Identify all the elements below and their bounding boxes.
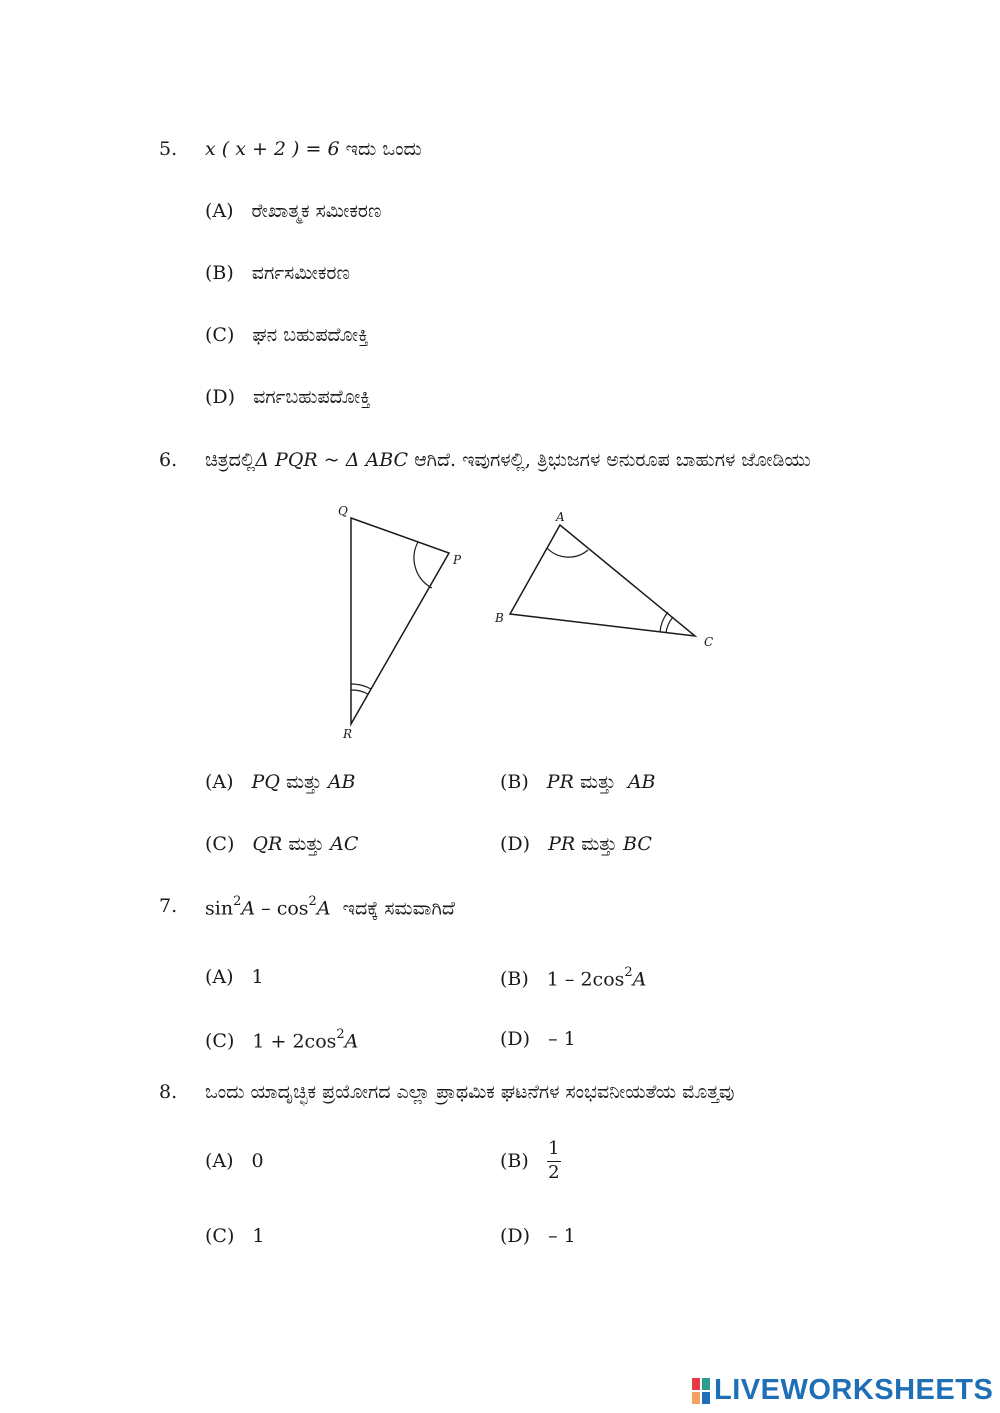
option-7b[interactable]	[500, 965, 647, 991]
stem-minus: –	[261, 897, 271, 920]
option-label: (D)	[500, 1225, 531, 1247]
option-text: ವರ್ಗಸಮೀಕರಣ	[251, 262, 350, 284]
label-r: R	[343, 727, 353, 741]
option-8b[interactable]	[500, 1140, 561, 1183]
logo-square-2	[702, 1378, 710, 1390]
angle-a-arc	[547, 548, 588, 557]
option-8d[interactable]	[500, 1227, 576, 1246]
side-left: PQ	[251, 771, 280, 793]
option-7d[interactable]	[500, 1030, 576, 1049]
option-text: 0	[251, 1150, 264, 1172]
connector: ಮತ್ತು	[581, 833, 617, 855]
connector: ಮತ್ತು	[579, 771, 616, 793]
logo-square-3	[692, 1392, 700, 1404]
stem-text: ಇದಕ್ಕೆ ಸಮವಾಗಿದೆ	[342, 897, 455, 920]
option-label: (A)	[205, 1150, 234, 1172]
logo-square-4	[702, 1392, 710, 1404]
triangle-abc	[510, 525, 695, 636]
option-exp: 2	[336, 1027, 345, 1042]
stem-var: A	[316, 897, 331, 920]
option-6a[interactable]	[205, 773, 356, 792]
stem-sin: sin	[205, 897, 234, 920]
side-right: BC	[623, 833, 652, 855]
option-7a[interactable]	[205, 968, 264, 987]
liveworksheets-logo[interactable]	[692, 1374, 993, 1407]
fraction-denominator: 2	[548, 1161, 560, 1183]
angle-p-arc	[414, 542, 432, 588]
option-text: 1	[251, 966, 264, 988]
stem-suffix: ಆಗಿದೆ. ಇವುಗಳಲ್ಲಿ, ತ್ರಿಭುಜಗಳ ಅನುರೂಪ ಬಾಹುಗಳ ಜೋಡಿಯು	[414, 449, 811, 471]
question-stem	[205, 894, 455, 920]
angle-c-arc-inner	[666, 617, 673, 633]
option-6c[interactable]	[205, 835, 358, 854]
option-label: (B)	[500, 771, 529, 793]
stem-prefix: ಚಿತ್ರದಲ್ಲಿ	[205, 449, 256, 471]
option-label: (C)	[205, 1030, 235, 1053]
side-right: AB	[327, 771, 356, 793]
logo-square-1	[692, 1378, 700, 1390]
option-label: (B)	[500, 1149, 529, 1172]
question-number: 6.	[159, 449, 178, 471]
stem-text: ಇದು ಒಂದು	[345, 138, 422, 160]
option-label: (A)	[205, 200, 234, 222]
side-right: AC	[330, 833, 359, 855]
option-label: (D)	[500, 833, 531, 855]
option-label: (C)	[205, 833, 235, 855]
option-label: (C)	[205, 324, 235, 346]
label-p: P	[453, 553, 462, 567]
option-label: (B)	[500, 968, 529, 991]
option-label: (B)	[205, 262, 234, 284]
label-b: B	[495, 611, 504, 625]
question-stem: ಒಂದು ಯಾದೃಚ್ಛಿಕ ಪ್ರಯೋಗದ ಎಲ್ಲಾ ಪ್ರಾಥಮಿಕ ಘಟನೆಗಳ ಸಂಭವನೀಯತೆಯ ಮೊತ್ತವು	[205, 1081, 735, 1103]
option-text: – 1	[548, 1028, 576, 1050]
side-left: QR	[252, 833, 283, 855]
option-var: A	[344, 1030, 359, 1053]
option-text: ಘನ ಬಹುಪದೋಕ್ತಿ	[252, 324, 369, 346]
option-text: ರೇಖಾತ್ಮಕ ಸಮೀಕರಣ	[251, 200, 382, 222]
option-text: – 1	[548, 1225, 576, 1247]
option-var: A	[632, 968, 647, 991]
option-text: ವರ್ಗಬಹುಪದೋಕ್ತಿ	[253, 386, 371, 408]
stem-var: A	[241, 897, 256, 920]
stem-exp: 2	[233, 894, 242, 909]
option-text: 1	[252, 1225, 265, 1247]
logo-text: LIVEWORKSHEETS	[714, 1374, 994, 1406]
question-number: 7.	[159, 895, 178, 917]
option-6b[interactable]	[500, 773, 656, 792]
option-8c[interactable]	[205, 1227, 264, 1246]
option-expr: 1 + 2cos	[252, 1030, 337, 1053]
side-left: PR	[546, 771, 574, 793]
option-label: (D)	[500, 1028, 531, 1050]
option-exp: 2	[624, 965, 633, 980]
stem-math: x ( x + 2 ) = 6	[205, 138, 340, 160]
option-7c[interactable]	[205, 1027, 359, 1053]
option-6d[interactable]	[500, 835, 652, 854]
option-label: (A)	[205, 966, 234, 988]
label-a: A	[556, 510, 565, 524]
fraction-numerator: 1	[548, 1138, 560, 1159]
question-number: 8.	[159, 1081, 178, 1103]
fraction	[547, 1140, 561, 1183]
angle-r-arc-outer	[351, 684, 371, 689]
label-q: Q	[338, 504, 348, 518]
stem-math: Δ PQR ~ Δ ABC	[255, 449, 409, 471]
option-label: (C)	[205, 1225, 235, 1247]
connector: ಮತ್ತು	[288, 833, 325, 855]
angle-r-arc-inner	[351, 690, 368, 694]
side-right: AB	[627, 771, 656, 793]
stem-cos: cos	[276, 897, 309, 920]
stem-exp: 2	[308, 894, 317, 909]
option-label: (A)	[205, 771, 234, 793]
logo-mark-icon	[692, 1378, 710, 1404]
connector: ಮತ್ತು	[285, 771, 322, 793]
side-left: PR	[548, 833, 576, 855]
option-8a[interactable]	[205, 1152, 264, 1171]
option-label: (D)	[205, 386, 236, 408]
option-expr: 1 – 2cos	[546, 968, 625, 991]
question-number: 5.	[159, 138, 178, 160]
label-c: C	[704, 635, 714, 649]
